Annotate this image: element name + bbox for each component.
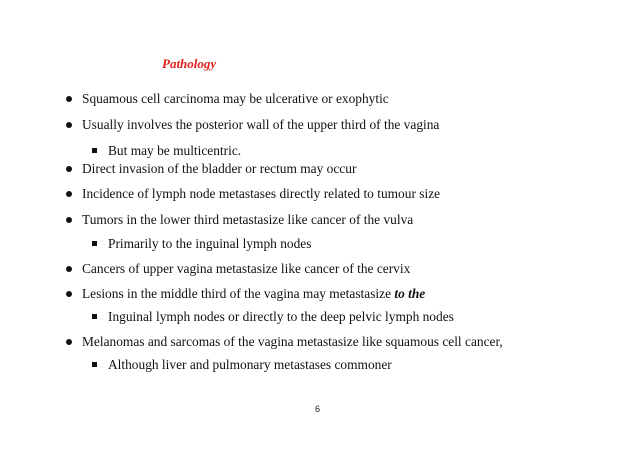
bullet-item xyxy=(66,212,413,228)
sub-bullet-text: Inguinal lymph nodes or directly to the deep pelvic lymph nodes xyxy=(108,309,454,324)
bullet-dot-icon xyxy=(66,266,72,272)
page-number: 6 xyxy=(315,404,321,414)
bullet-dot-icon xyxy=(66,166,72,172)
bullet-item xyxy=(66,286,425,302)
bullet-text: Squamous cell carcinoma may be ulcerative or exophytic xyxy=(82,91,389,106)
square-bullet-icon xyxy=(92,362,97,367)
square-bullet-icon xyxy=(92,148,97,153)
bullet-dot-icon xyxy=(66,96,72,102)
sub-bullet-text: Primarily to the inguinal lymph nodes xyxy=(108,236,312,251)
bullet-item xyxy=(66,161,356,177)
sub-bullet-item xyxy=(92,309,454,325)
bullet-dot-icon xyxy=(66,122,72,128)
bullet-text: Cancers of upper vagina metastasize like cancer of the cervix xyxy=(82,261,411,276)
bullet-text: Usually involves the posterior wall of the upper third of the vagina xyxy=(82,117,440,132)
bullet-text: Tumors in the lower third metastasize like cancer of the vulva xyxy=(82,212,414,227)
bullet-dot-icon xyxy=(66,339,72,345)
bullet-text: Lesions in the middle third of the vagina may metastasize xyxy=(82,286,395,301)
sub-bullet-text: Although liver and pulmonary metastases commoner xyxy=(108,357,392,372)
bullet-item xyxy=(66,186,440,202)
sub-bullet-text: But may be multicentric. xyxy=(108,143,242,158)
bullet-dot-icon xyxy=(66,217,72,223)
bullet-dot-icon xyxy=(66,291,72,297)
square-bullet-icon xyxy=(92,314,97,319)
bullet-item xyxy=(66,261,410,277)
bullet-text: Melanomas and sarcomas of the vagina metastasize like squamous cell cancer, xyxy=(82,334,503,349)
bullet-item xyxy=(66,91,389,107)
square-bullet-icon xyxy=(92,241,97,246)
sub-bullet-item xyxy=(92,143,241,159)
bullet-text: Direct invasion of the bladder or rectum may occur xyxy=(82,161,357,176)
bullet-item xyxy=(66,334,503,350)
bullet-text: Incidence of lymph node metastases directly related to tumour size xyxy=(82,186,441,201)
sub-bullet-item xyxy=(92,236,311,252)
section-title: Pathology xyxy=(162,56,217,71)
sub-bullet-item xyxy=(92,357,392,373)
bullet-emphasis: to the xyxy=(394,286,426,301)
bullet-item xyxy=(66,117,439,133)
bullet-dot-icon xyxy=(66,191,72,197)
